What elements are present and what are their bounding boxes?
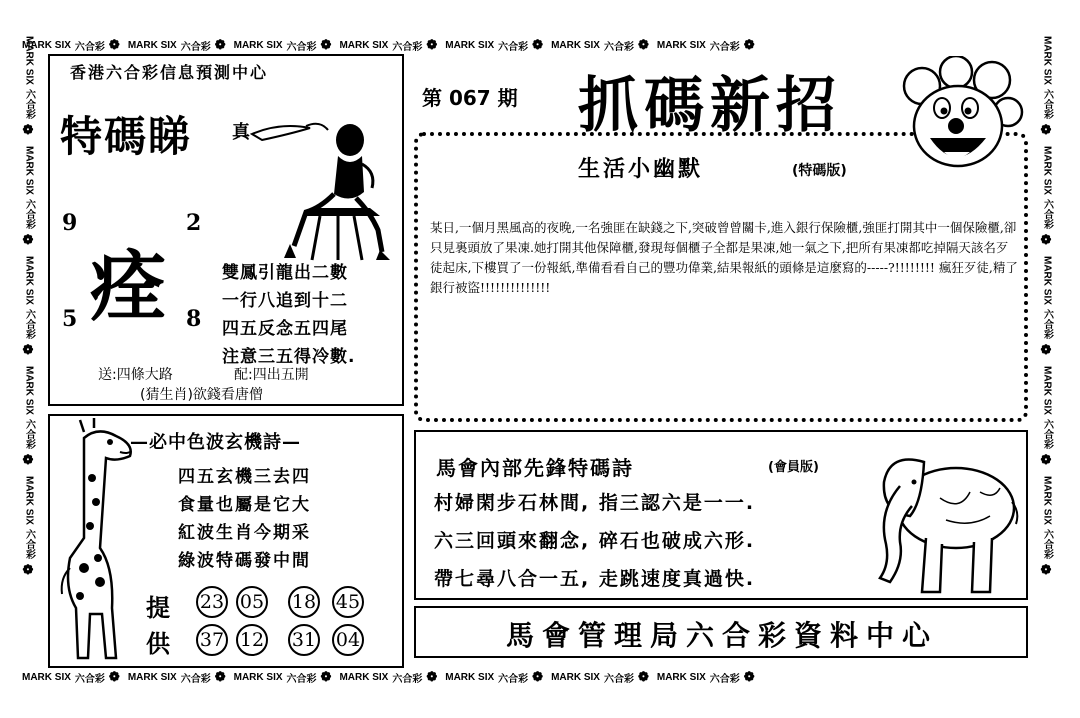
flower-icon: ❁ — [1039, 342, 1055, 358]
flower-icon: ❁ — [426, 37, 438, 52]
lottery-label: 六合彩 — [180, 673, 211, 685]
border-unit — [234, 669, 332, 685]
flower-icon: ❁ — [743, 37, 755, 52]
left-border-strip — [18, 36, 40, 686]
mark-six-label: MARK SIX — [22, 671, 71, 683]
flower-icon: ❁ — [426, 669, 438, 684]
lottery-label: 六合彩 — [1041, 88, 1053, 119]
pioneer-poem-line: 六三回頭來翻念, 碎石也破成六形. — [434, 530, 756, 552]
mark-six-label: MARK SIX — [1041, 255, 1053, 305]
elephant-illustration — [870, 432, 1022, 598]
flower-icon: ❁ — [1039, 232, 1055, 248]
corner-number-8: 8 — [186, 306, 202, 332]
issue-number: 第 067 期 — [422, 86, 518, 110]
border-unit — [657, 669, 755, 685]
tema-label: 特碼睇 — [60, 112, 193, 161]
border-unit — [128, 669, 226, 685]
flower-icon: ❁ — [21, 452, 37, 468]
flower-icon: ❁ — [21, 122, 37, 138]
lottery-label: 六合彩 — [603, 41, 634, 53]
lottery-label: 六合彩 — [23, 198, 35, 229]
hint-line: 雙鳳引龍出二數 — [222, 263, 348, 283]
lottery-label: 六合彩 — [392, 673, 423, 685]
corner-number-2: 2 — [186, 210, 202, 236]
lottery-label: 六合彩 — [603, 673, 634, 685]
lottery-label: 六合彩 — [1041, 418, 1053, 449]
border-unit — [657, 37, 755, 53]
lottery-label: 六合彩 — [392, 41, 423, 53]
number-ball: 31 — [288, 624, 320, 656]
border-unit — [1040, 36, 1055, 138]
pioneer-poem-subtitle: (會員版) — [768, 460, 819, 475]
flower-icon: ❁ — [108, 37, 120, 52]
mark-six-label: MARK SIX — [23, 145, 35, 195]
clown-illustration — [896, 56, 1026, 180]
border-unit — [22, 146, 37, 248]
mark-six-label: MARK SIX — [445, 39, 495, 51]
color-poem-line: 紅波生肖今期采 — [178, 523, 311, 543]
border-unit — [234, 37, 332, 53]
joke-subtitle: (特碼版) — [792, 163, 847, 179]
number-ball: 04 — [332, 624, 364, 656]
lottery-label: 六合彩 — [74, 673, 105, 685]
top-border-strip — [22, 36, 1062, 54]
flower-icon: ❁ — [637, 37, 649, 52]
color-poem-line: 食量也屬是它大 — [178, 495, 311, 515]
zodiac-guess-hint: (猜生肖)欲錢看唐僧 — [140, 387, 263, 403]
pioneer-poem-line: 村婦閑步石林間, 指三認六是一一. — [434, 492, 756, 514]
flower-icon: ❁ — [108, 669, 120, 684]
border-unit — [551, 669, 649, 685]
main-title: 抓碼新招 — [578, 71, 842, 141]
mark-six-label: MARK SIX — [551, 671, 600, 683]
flower-icon: ❁ — [532, 669, 544, 684]
flower-icon: ❁ — [1039, 562, 1055, 578]
number-ball: 18 — [288, 586, 320, 618]
color-poem-line: 四五玄機三去四 — [178, 467, 311, 487]
hint-line: 注意三五得冷數. — [222, 347, 356, 367]
flower-icon: ❁ — [1039, 122, 1055, 138]
border-unit — [22, 476, 37, 578]
mark-six-label: MARK SIX — [23, 255, 35, 305]
lottery-label: 六合彩 — [23, 528, 35, 559]
color-poem-title: —必中色波玄機詩— — [130, 432, 301, 453]
flower-icon: ❁ — [320, 669, 332, 684]
pioneer-poem-line: 帶七尋八合一五, 走跳速度真過快. — [434, 568, 756, 590]
center-title: 香港六合彩信息預測中心 — [70, 63, 269, 82]
color-poem-line: 綠波特碼發中間 — [178, 551, 311, 571]
right-border-strip — [1036, 36, 1058, 686]
border-unit — [22, 256, 37, 358]
border-unit — [1040, 476, 1055, 578]
number-ball: 05 — [236, 586, 268, 618]
number-ball: 37 — [196, 624, 228, 656]
mark-six-label: MARK SIX — [233, 671, 283, 683]
lottery-label: 六合彩 — [1041, 528, 1053, 559]
lottery-label: 六合彩 — [23, 308, 35, 339]
lottery-label: 六合彩 — [74, 41, 105, 53]
border-unit — [339, 37, 437, 53]
mark-six-label: MARK SIX — [23, 475, 35, 525]
border-unit — [445, 669, 543, 685]
border-unit — [22, 366, 37, 468]
mark-six-label: MARK SIX — [23, 365, 35, 415]
provide-label-ti: 提 — [146, 594, 170, 622]
mark-six-label: MARK SIX — [656, 39, 706, 51]
number-ball: 45 — [332, 586, 364, 618]
flower-icon: ❁ — [532, 37, 544, 52]
lottery-label: 六合彩 — [286, 41, 317, 53]
lottery-label: 六合彩 — [23, 418, 35, 449]
flower-icon: ❁ — [21, 342, 37, 358]
flower-icon: ❁ — [21, 562, 37, 578]
border-unit — [1040, 256, 1055, 358]
flower-icon: ❁ — [214, 37, 226, 52]
corner-number-9: 9 — [62, 210, 78, 236]
mark-six-label: MARK SIX — [127, 39, 177, 51]
lottery-label: 六合彩 — [498, 41, 529, 53]
provide-label-gong: 供 — [146, 630, 170, 658]
flower-icon: ❁ — [21, 232, 37, 248]
hint-line: 四五反念五四尾 — [222, 319, 348, 339]
joke-body: 某日,一個月黑風高的夜晚,一名強匪在缺錢之下,突破曾曾關卡,進入銀行保險櫃,強匪打開其中一個保險櫃,卻只見裏頭放了果凍.她打開其他保障櫃,發現每個櫃子全都是果凍,她一氣之下,把所有果凍都吃掉隔天該名歹徒起床,下樓買了一份報紙,準備看看自己的豐功偉業,結果報紙的頭條是這麼寫的-----?!!!!!!!! 瘋狂歹徒,精了銀行被盜!!!!!!!!!!!!!! — [430, 220, 1018, 295]
lottery-label: 六合彩 — [286, 673, 317, 685]
border-unit — [551, 37, 649, 53]
hint-line: 一行八追到十二 — [222, 291, 348, 311]
lottery-label: 六合彩 — [1041, 198, 1053, 229]
mark-six-label: MARK SIX — [551, 39, 600, 51]
corner-number-5: 5 — [62, 306, 78, 332]
flower-icon: ❁ — [637, 669, 649, 684]
border-unit — [22, 36, 37, 138]
border-unit — [1040, 146, 1055, 248]
mark-six-label: MARK SIX — [233, 39, 283, 51]
giraffe-illustration — [54, 418, 144, 664]
lottery-label: 六合彩 — [498, 673, 529, 685]
joke-title: 生活小幽默 — [578, 157, 704, 182]
dancer-illustration — [250, 112, 400, 262]
mark-six-label: MARK SIX — [1041, 145, 1053, 195]
mark-six-label: MARK SIX — [1041, 365, 1053, 415]
mark-six-label: MARK SIX — [339, 671, 389, 683]
lottery-label: 六合彩 — [709, 673, 740, 685]
border-unit — [1040, 366, 1055, 468]
flower-icon: ❁ — [214, 669, 226, 684]
mark-six-label: MARK SIX — [23, 36, 35, 85]
flower-icon: ❁ — [1039, 452, 1055, 468]
send-hint: 送:四條大路 — [98, 367, 173, 383]
bottom-border-strip — [22, 668, 1062, 686]
lottery-label: 六合彩 — [709, 41, 740, 53]
mark-six-label: MARK SIX — [656, 671, 706, 683]
riddle-character: 痊 — [90, 242, 166, 331]
mark-six-label: MARK SIX — [1041, 36, 1053, 85]
border-unit — [128, 37, 226, 53]
mark-six-label: MARK SIX — [127, 671, 177, 683]
lottery-label: 六合彩 — [180, 41, 211, 53]
number-ball: 23 — [196, 586, 228, 618]
border-unit — [445, 37, 543, 53]
mark-six-label: MARK SIX — [1041, 475, 1053, 525]
lottery-label: 六合彩 — [1041, 308, 1053, 339]
footer-title: 馬會管理局六合彩資料中心 — [505, 619, 938, 652]
mark-six-label: MARK SIX — [22, 39, 71, 51]
lottery-label: 六合彩 — [23, 88, 35, 119]
flower-icon: ❁ — [320, 37, 332, 52]
mark-six-label: MARK SIX — [339, 39, 389, 51]
border-unit — [339, 669, 437, 685]
number-ball: 12 — [236, 624, 268, 656]
flower-icon: ❁ — [743, 669, 755, 684]
mark-six-label: MARK SIX — [445, 671, 495, 683]
pair-hint: 配:四出五開 — [234, 367, 309, 383]
tema-small-label: 真 — [232, 122, 250, 143]
pioneer-poem-title: 馬會內部先鋒特碼詩 — [436, 456, 634, 480]
